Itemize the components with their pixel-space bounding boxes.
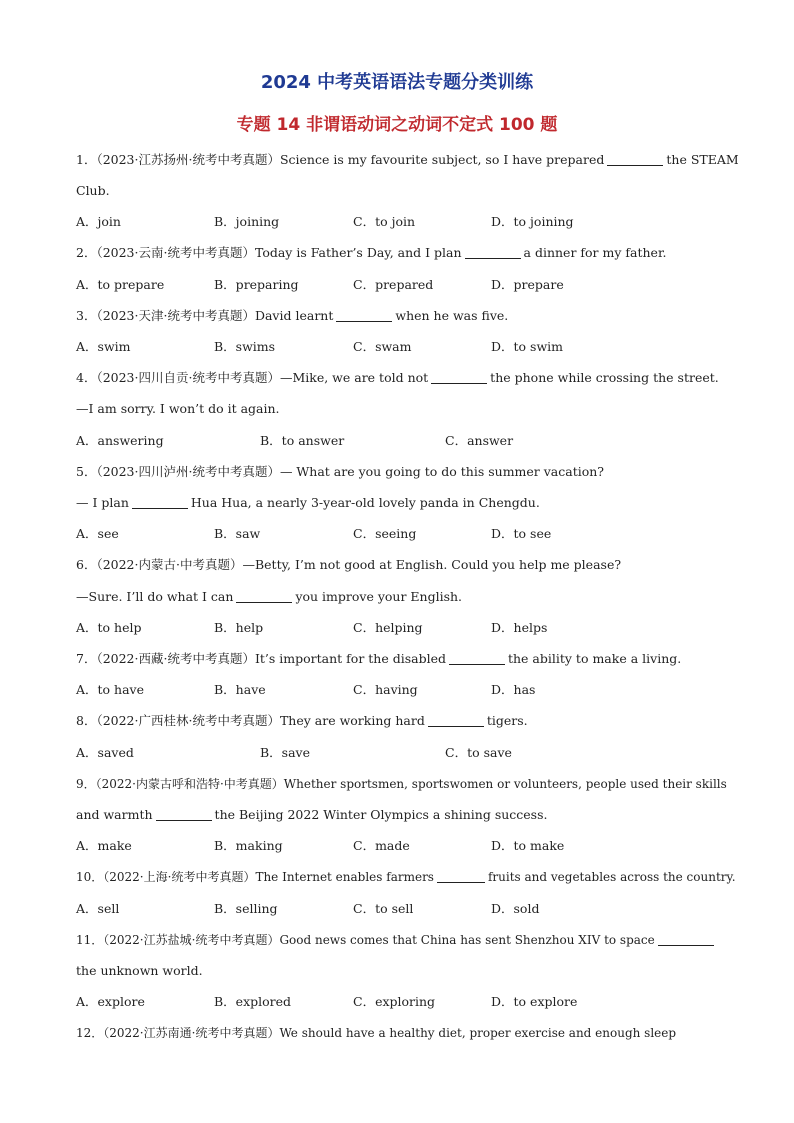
- question-11-option-b: B．explored: [214, 994, 292, 1009]
- question-5: 5．（2023·四川泸州·统考中考真题）— What are you going to do this summer vacation?: [76, 464, 605, 479]
- question-8-option-b: B．save: [260, 745, 311, 760]
- question-4-option-c: C．answer: [445, 433, 514, 448]
- question-9-option-a: A．make: [76, 838, 132, 853]
- question-4-continued: —I am sorry. I won’t do it again.: [76, 401, 280, 416]
- question-6-option-b: B．help: [214, 620, 264, 635]
- question-8: 8．（2022·广西桂林·统考中考真题）They are working hard tigers.: [76, 713, 528, 728]
- question-5-option-a: A．see: [76, 526, 119, 541]
- answer-blank: [658, 933, 714, 946]
- question-4-option-b: B．to answer: [260, 433, 345, 448]
- question-2-option-d: D．prepare: [491, 277, 564, 292]
- question-11-option-c: C．exploring: [353, 994, 436, 1009]
- question-1: 1．（2023·江苏扬州·统考中考真题）Science is my favourite subject, so I have prepared the STEAM: [76, 152, 739, 167]
- question-1-option-d: D．to joining: [491, 214, 574, 229]
- question-3-option-a: A．swim: [76, 339, 131, 354]
- answer-blank: [156, 808, 212, 821]
- question-5-continued: — I plan Hua Hua, a nearly 3-year-old lovely panda in Chengdu.: [76, 495, 540, 510]
- question-10-option-a: A．sell: [76, 901, 120, 916]
- question-2-option-c: C．prepared: [353, 277, 434, 292]
- question-9: 9．（2022·内蒙古呼和浩特·中考真题）Whether sportsmen, sportswomen or volunteers, people used their skills: [76, 777, 727, 791]
- question-3-option-c: C．swam: [353, 339, 412, 354]
- question-9-option-b: B．making: [214, 838, 283, 853]
- question-10-option-b: B．selling: [214, 901, 278, 916]
- question-8-option-c: C．to save: [445, 745, 512, 760]
- answer-blank: [437, 870, 485, 883]
- question-11-continued: the unknown world.: [76, 963, 203, 978]
- question-9-option-c: C．made: [353, 838, 410, 853]
- question-11-option-a: A．explore: [76, 994, 145, 1009]
- question-11-option-d: D．to explore: [491, 994, 578, 1009]
- document-subtitle: 专题 14 非谓语动词之动词不定式 100 题: [236, 115, 558, 135]
- question-5-option-c: C．seeing: [353, 526, 417, 541]
- answer-blank: [236, 590, 292, 603]
- answer-blank: [132, 496, 188, 509]
- question-10-option-d: D．sold: [491, 901, 540, 916]
- question-5-option-b: B．saw: [214, 526, 261, 541]
- question-6-option-d: D．helps: [491, 620, 548, 635]
- question-10-option-c: C．to sell: [353, 901, 414, 916]
- answer-blank: [428, 714, 484, 727]
- answer-blank: [336, 309, 392, 322]
- question-3: 3．（2023·天津·统考中考真题）David learnt when he was five.: [76, 308, 509, 323]
- question-6-continued: —Sure. I’ll do what I can you improve your English.: [76, 589, 463, 604]
- question-2-option-a: A．to prepare: [76, 277, 165, 292]
- answer-blank: [449, 652, 505, 665]
- document-title: 2024 中考英语语法专题分类训练: [260, 72, 534, 93]
- question-11: 11．（2022·江苏盐城·统考中考真题）Good news comes that China has sent Shenzhou XIV to space: [76, 932, 717, 948]
- question-7-option-c: C．having: [353, 682, 418, 697]
- question-1-option-c: C．to join: [353, 214, 416, 229]
- question-1-option-b: B．joining: [214, 214, 280, 229]
- question-9-continued: and warmth the Beijing 2022 Winter Olympics a shining success.: [76, 807, 548, 822]
- answer-blank: [465, 246, 521, 259]
- question-12: 12．（2022·江苏南通·统考中考真题）We should have a healthy diet, proper exercise and enough sleep: [76, 1026, 677, 1040]
- question-7-option-b: B．have: [214, 682, 266, 697]
- question-7: 7．（2022·西藏·统考中考真题）It’s important for the disabled the ability to make a living.: [76, 651, 682, 666]
- question-4: 4．（2023·四川自贡·统考中考真题）—Mike, we are told not the phone while crossing the street.: [76, 370, 719, 385]
- question-7-option-a: A．to have: [76, 682, 145, 697]
- question-6: 6．（2022·内蒙古·中考真题）—Betty, I’m not good at English. Could you help me please?: [76, 557, 622, 572]
- question-1-continued: Club.: [76, 183, 110, 198]
- question-1-option-a: A．join: [76, 214, 121, 229]
- question-2: 2．（2023·云南·统考中考真题）Today is Father’s Day, and I plan a dinner for my father.: [76, 245, 667, 260]
- question-10: 10．（2022·上海·统考中考真题）The Internet enables farmers fruits and vegetables across the country.: [76, 870, 736, 884]
- question-9-option-d: D．to make: [491, 838, 565, 853]
- question-2-option-b: B．preparing: [214, 277, 299, 292]
- question-3-option-b: B．swims: [214, 339, 276, 354]
- question-3-option-d: D．to swim: [491, 339, 564, 354]
- question-6-option-c: C．helping: [353, 620, 423, 635]
- question-4-option-a: A．answering: [76, 433, 164, 448]
- question-7-option-d: D．has: [491, 682, 536, 697]
- answer-blank: [607, 153, 663, 166]
- question-6-option-a: A．to help: [76, 620, 142, 635]
- question-8-option-a: A．saved: [76, 745, 134, 760]
- question-5-option-d: D．to see: [491, 526, 552, 541]
- answer-blank: [431, 371, 487, 384]
